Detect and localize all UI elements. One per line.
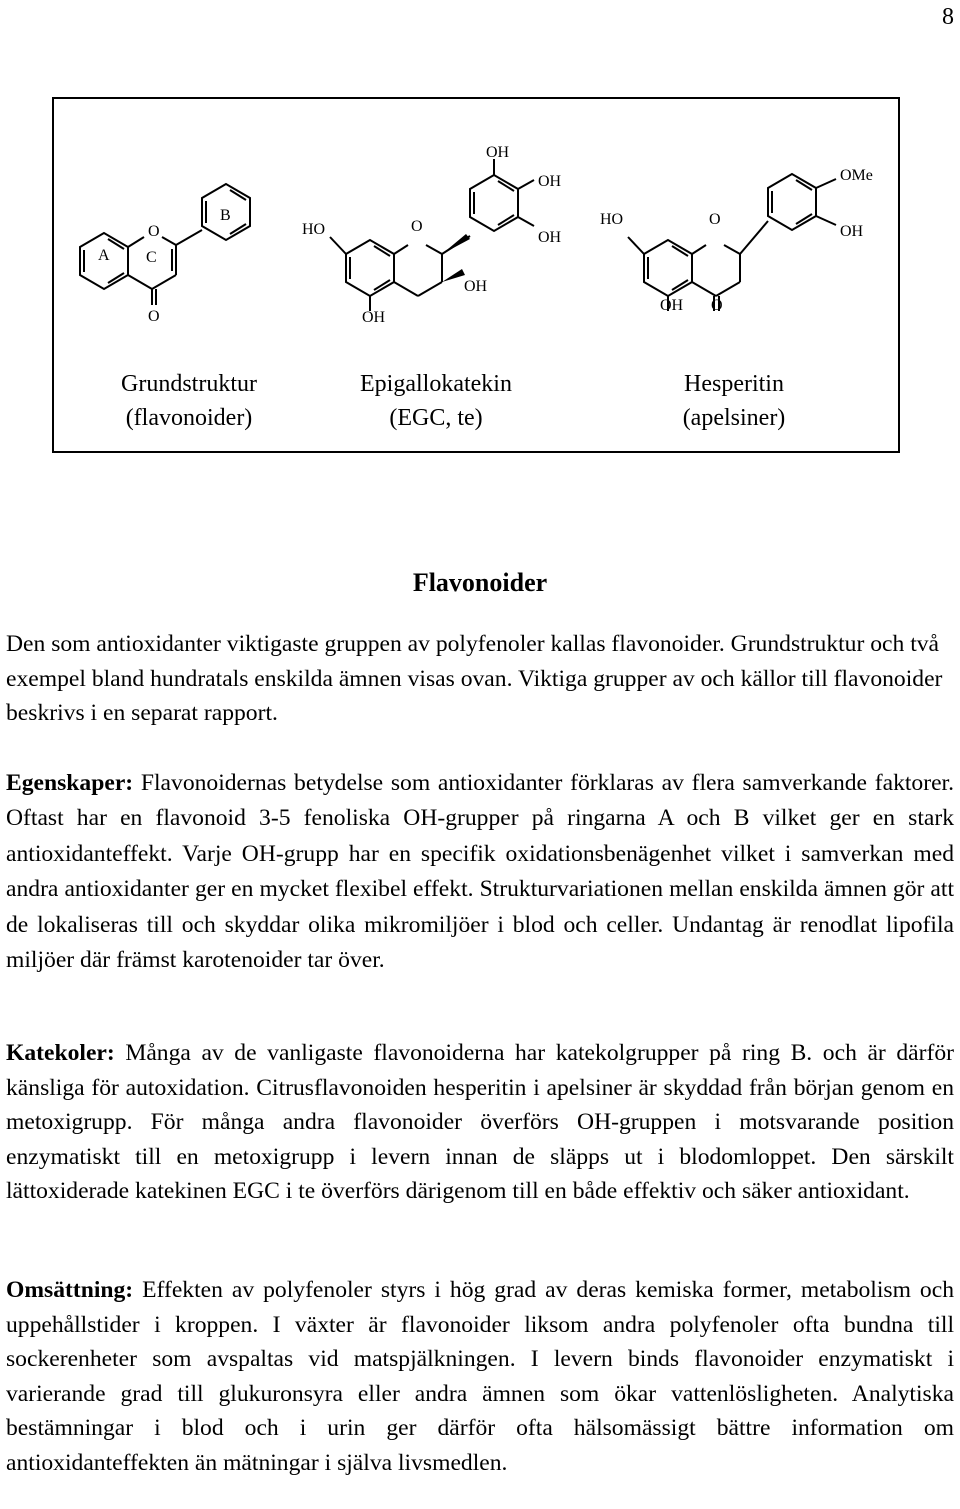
oh-label: OH <box>486 144 510 161</box>
ring-oxygen-label: O <box>411 218 423 235</box>
oh-label: OH <box>362 309 386 326</box>
katekoler-paragraph <box>6 1036 954 1209</box>
wedge-bond <box>442 269 465 282</box>
caption-line: (apelsiner) <box>682 405 786 431</box>
egenskaper-paragraph <box>6 766 954 978</box>
paragraph-heading: Omsättning: <box>6 1277 134 1303</box>
keto-oxygen-label: O <box>148 308 160 325</box>
caption-hesperitin <box>604 367 864 435</box>
paragraph-body: Många av de vanligaste flavonoiderna har katekolgrupper på ring B. och är därför känsliga för autoxidation. Citrusflavonoiden hesperitin i apelsiner är skyddad från början genom en metoxigrupp. För många andra flavonoider överförs OH-gruppen i motsvarande position enzymatiskt till en metoxigrupp i levern innan de släpps ut i blodomloppet. Den särskilt lättoxiderade katekinen EGC i te överförs därigenom till en både effektiv och säker antioxidant. <box>6 1040 954 1205</box>
oh-label: OH <box>840 223 864 240</box>
ho-label: HO <box>302 221 326 238</box>
caption-line: Grundstruktur <box>121 371 257 397</box>
chemical-structures-figure <box>52 97 900 453</box>
keto-oxygen-label: O <box>711 297 723 314</box>
paragraph-heading: Katekoler: <box>6 1040 115 1066</box>
oh-label: OH <box>660 297 684 314</box>
hesperitin-skeleton <box>628 174 836 311</box>
caption-line: Hesperitin <box>684 371 784 397</box>
oh-label: OH <box>464 278 488 295</box>
wedge-bond <box>442 234 470 254</box>
flavonoid-skeleton <box>80 184 250 305</box>
section-title: Flavonoider <box>412 568 548 597</box>
caption-line: (flavonoider) <box>125 405 253 431</box>
ring-label-b: B <box>220 207 231 224</box>
ring-oxygen-label: O <box>148 223 160 240</box>
intro-paragraph: Den som antioxidanter viktigaste gruppen av polyfenoler kallas flavonoider. Grundstruktur och två exempel bland hundratals enskilda ämnen visas ovan. Viktiga grupper av och källor till flavonoider beskrivs i en separat rapport. <box>6 631 943 726</box>
omsattning-paragraph <box>6 1273 954 1480</box>
egc-skeleton <box>330 159 534 311</box>
caption-flavonoid <box>59 367 319 435</box>
caption-line: (EGC, te) <box>389 405 483 431</box>
ring-oxygen-label: O <box>709 211 721 228</box>
ho-label: HO <box>600 211 624 228</box>
paragraph-body: Effekten av polyfenoler styrs i hög grad av deras kemiska former, metabolism och uppehållstider i kroppen. I växter är flavonoider liksom andra polyfenoler ofta bundna till sockerenheter som avspaltas vid matspjälkningen. I levern binds flavonoider enzymatiskt i varierande grad till glukuronsyra eller andra ämnen som ökar vattenlösligheten. Analytiska bestämningar i blod och i urin ger därför ofta hälsomässigt bättre information om antioxidanteffekten än mätningar i själva livsmedlen. <box>6 1277 954 1476</box>
caption-egc <box>306 367 566 435</box>
caption-line: Epigallokatekin <box>360 371 512 397</box>
paragraph-body: Flavonoidernas betydelse som antioxidanter förklaras av flera samverkande faktorer. Oftast har en flavonoid 3-5 fenoliska OH-grupper på ringarna A och B vilket ger en stark antioxidanteffekt. Varje OH-grupp har en specifik oxidationsbenägenhet vilket i samverkan med andra antioxidanter ger en mycket flexibel effekt. Strukturvariationen mellan enskilda ämnen gör att de lokaliseras till och skyddar olika mikromiljöer i blod och celler. Undantag är renodlat lipofila miljöer där främst karotenoider tar över. <box>6 770 954 974</box>
methoxy-label: OMe <box>840 167 873 184</box>
oh-label: OH <box>538 229 562 246</box>
paragraph-heading: Egenskaper: <box>6 770 134 796</box>
ring-label-c: C <box>146 249 157 266</box>
page-number: 8 <box>942 4 954 30</box>
ring-label-a: A <box>98 247 110 264</box>
oh-label: OH <box>538 173 562 190</box>
